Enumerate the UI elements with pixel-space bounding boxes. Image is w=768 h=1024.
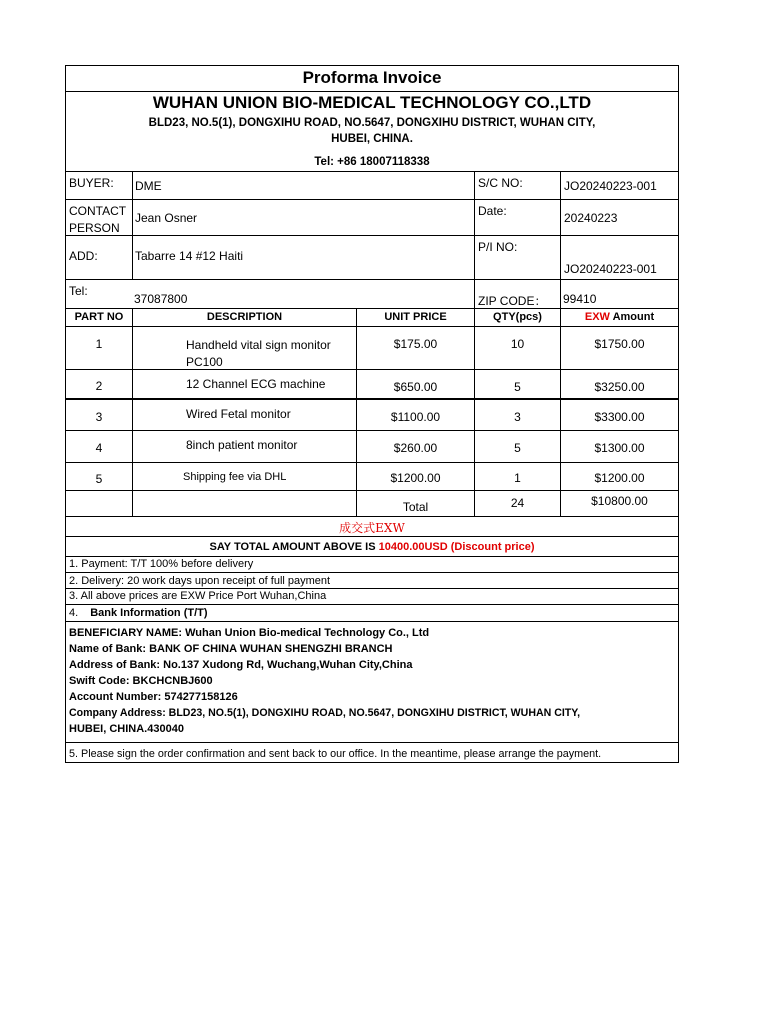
date-label: Date:: [474, 200, 560, 235]
company-address-line1-bank: Company Address: BLD23, NO.5(1), DONGXIHU ROAD, NO.5647, DONGXIHU DISTRICT, WUHAN CITY,: [69, 707, 581, 719]
date-value: 20240223: [560, 200, 678, 235]
col-qty: QTY(pcs): [474, 309, 560, 326]
prices-term: 3. All above prices are EXW Price Port Wuhan,China: [69, 590, 327, 602]
total-row: [65, 491, 679, 517]
contact-value: Jean Osner: [132, 200, 474, 235]
tel-row: [65, 280, 679, 309]
row-qty: 10: [474, 327, 560, 369]
row-qty: 5: [474, 431, 560, 462]
table-row: [65, 400, 679, 431]
company-tel: Tel: +86 18007118338: [314, 156, 430, 168]
incoterm-row: [65, 517, 679, 537]
row-qty: 3: [474, 400, 560, 430]
row-part-no: 4: [95, 441, 103, 455]
row-unit-price: $650.00: [356, 370, 474, 398]
col-description: DESCRIPTION: [132, 309, 356, 326]
beneficiary-name: BENEFICIARY NAME: Wuhan Union Bio-medical Technology Co., Ltd: [69, 627, 430, 639]
total-empty-cell: [66, 491, 132, 516]
contact-label-line1: CONTACT: [69, 204, 127, 218]
address-row: [65, 236, 679, 280]
row-amount: $1300.00: [560, 431, 678, 462]
invoice-sheet: [65, 65, 679, 763]
company-address-line2: HUBEI, CHINA.: [331, 133, 413, 145]
row-amount: $3250.00: [560, 370, 678, 398]
buyer-value: DME: [132, 172, 474, 199]
row-unit-price: $1200.00: [356, 463, 474, 490]
row-part-no: 1: [95, 337, 103, 351]
table-row: [65, 431, 679, 463]
delivery-row: [65, 573, 679, 589]
page-title: Proforma Invoice: [302, 68, 442, 87]
table-row: [65, 370, 679, 400]
tel-label: Tel:: [69, 284, 88, 298]
contact-label: [66, 200, 132, 235]
company-block: [65, 92, 679, 172]
row-part-no: 3: [95, 410, 103, 424]
tel-value: 37087800: [134, 292, 188, 306]
delivery-term: 2. Delivery: 20 work days upon receipt of full payment: [69, 575, 331, 587]
contact-label-line2: PERSON: [69, 221, 120, 235]
say-total-amount: 10400.00USD (Discount price): [378, 541, 535, 553]
contact-row: [65, 200, 679, 236]
row-description: Wired Fetal monitor: [132, 400, 356, 430]
col-amount-prefix: EXW: [584, 311, 610, 323]
buyer-label: BUYER:: [69, 176, 114, 190]
row-qty: 1: [474, 463, 560, 490]
company-address-line1: BLD23, NO.5(1), DONGXIHU ROAD, NO.5647, DONGXIHU DISTRICT, WUHAN CITY,: [148, 117, 596, 129]
bank-block: [65, 622, 679, 743]
add-label: ADD:: [69, 249, 98, 263]
bank-title: [66, 605, 678, 621]
row-unit-price: $175.00: [356, 327, 474, 369]
total-label: Total: [356, 491, 474, 516]
sc-no-value: JO20240223-001: [560, 172, 678, 199]
col-amount-suffix: Amount: [609, 311, 655, 323]
company-address-line2-bank: HUBEI, CHINA.430040: [69, 723, 184, 735]
table-header: [65, 309, 679, 327]
bank-details: [66, 622, 678, 740]
col-unit-price: UNIT PRICE: [356, 309, 474, 326]
say-total-prefix: SAY TOTAL AMOUNT ABOVE IS: [209, 541, 379, 553]
total-qty: 24: [474, 491, 560, 516]
row-qty: 5: [474, 370, 560, 398]
total-amount: $10800.00: [560, 491, 678, 516]
bank-address: Address of Bank: No.137 Xudong Rd, Wuchang,Wuhan City,China: [69, 659, 413, 671]
row-part-no: 5: [95, 472, 103, 486]
footer-row: [65, 743, 679, 763]
row-unit-price: $1100.00: [356, 400, 474, 430]
bank-title-number: 4.: [69, 607, 79, 619]
pi-no-label: P/I NO:: [474, 236, 560, 279]
title-row: [65, 65, 679, 92]
zip-label: ZIP CODE：: [474, 280, 560, 308]
prices-row: [65, 589, 679, 605]
payment-row: [65, 557, 679, 573]
buyer-row: [65, 172, 679, 200]
footer-note: 5. Please sign the order confirmation and sent back to our office. In the meantime, please arrange the payment.: [69, 748, 602, 760]
row-description: 12 Channel ECG machine: [132, 370, 356, 398]
row-description: Shipping fee via DHL: [132, 463, 356, 490]
add-value: Tabarre 14 #12 Haiti: [132, 236, 474, 279]
row-amount: $3300.00: [560, 400, 678, 430]
account-number: Account Number: 574277158126: [69, 691, 238, 703]
col-part-no: PART NO: [74, 311, 124, 323]
row-description-line1: Handheld vital sign monitor: [186, 338, 331, 352]
incoterm-cn: 成交式EXW: [339, 521, 405, 535]
row-amount: $1200.00: [560, 463, 678, 490]
total-empty-desc: [132, 491, 356, 516]
sc-no-label: S/C NO:: [474, 172, 560, 199]
row-unit-price: $260.00: [356, 431, 474, 462]
zip-value: 99410: [560, 280, 678, 308]
say-total-row: [65, 537, 679, 557]
swift-code: Swift Code: BKCHCNBJ600: [69, 675, 213, 687]
table-row: [65, 327, 679, 370]
row-amount: $1750.00: [560, 327, 678, 369]
company-name: WUHAN UNION BIO-MEDICAL TECHNOLOGY CO.,LTD: [152, 93, 592, 112]
row-description: 8inch patient monitor: [132, 431, 356, 462]
bank-title-row: [65, 605, 679, 622]
row-part-no: 2: [95, 379, 103, 393]
row-description-line2: PC100: [186, 355, 223, 369]
col-amount: [560, 309, 678, 326]
row-description: [132, 327, 356, 369]
pi-no-value: JO20240223-001: [560, 236, 678, 279]
bank-title-text: Bank Information (T/T): [90, 607, 208, 619]
say-total: [66, 537, 678, 553]
payment-term: 1. Payment: T/T 100% before delivery: [69, 558, 254, 570]
bank-name: Name of Bank: BANK OF CHINA WUHAN SHENGZHI BRANCH: [69, 643, 393, 655]
table-row: [65, 463, 679, 491]
